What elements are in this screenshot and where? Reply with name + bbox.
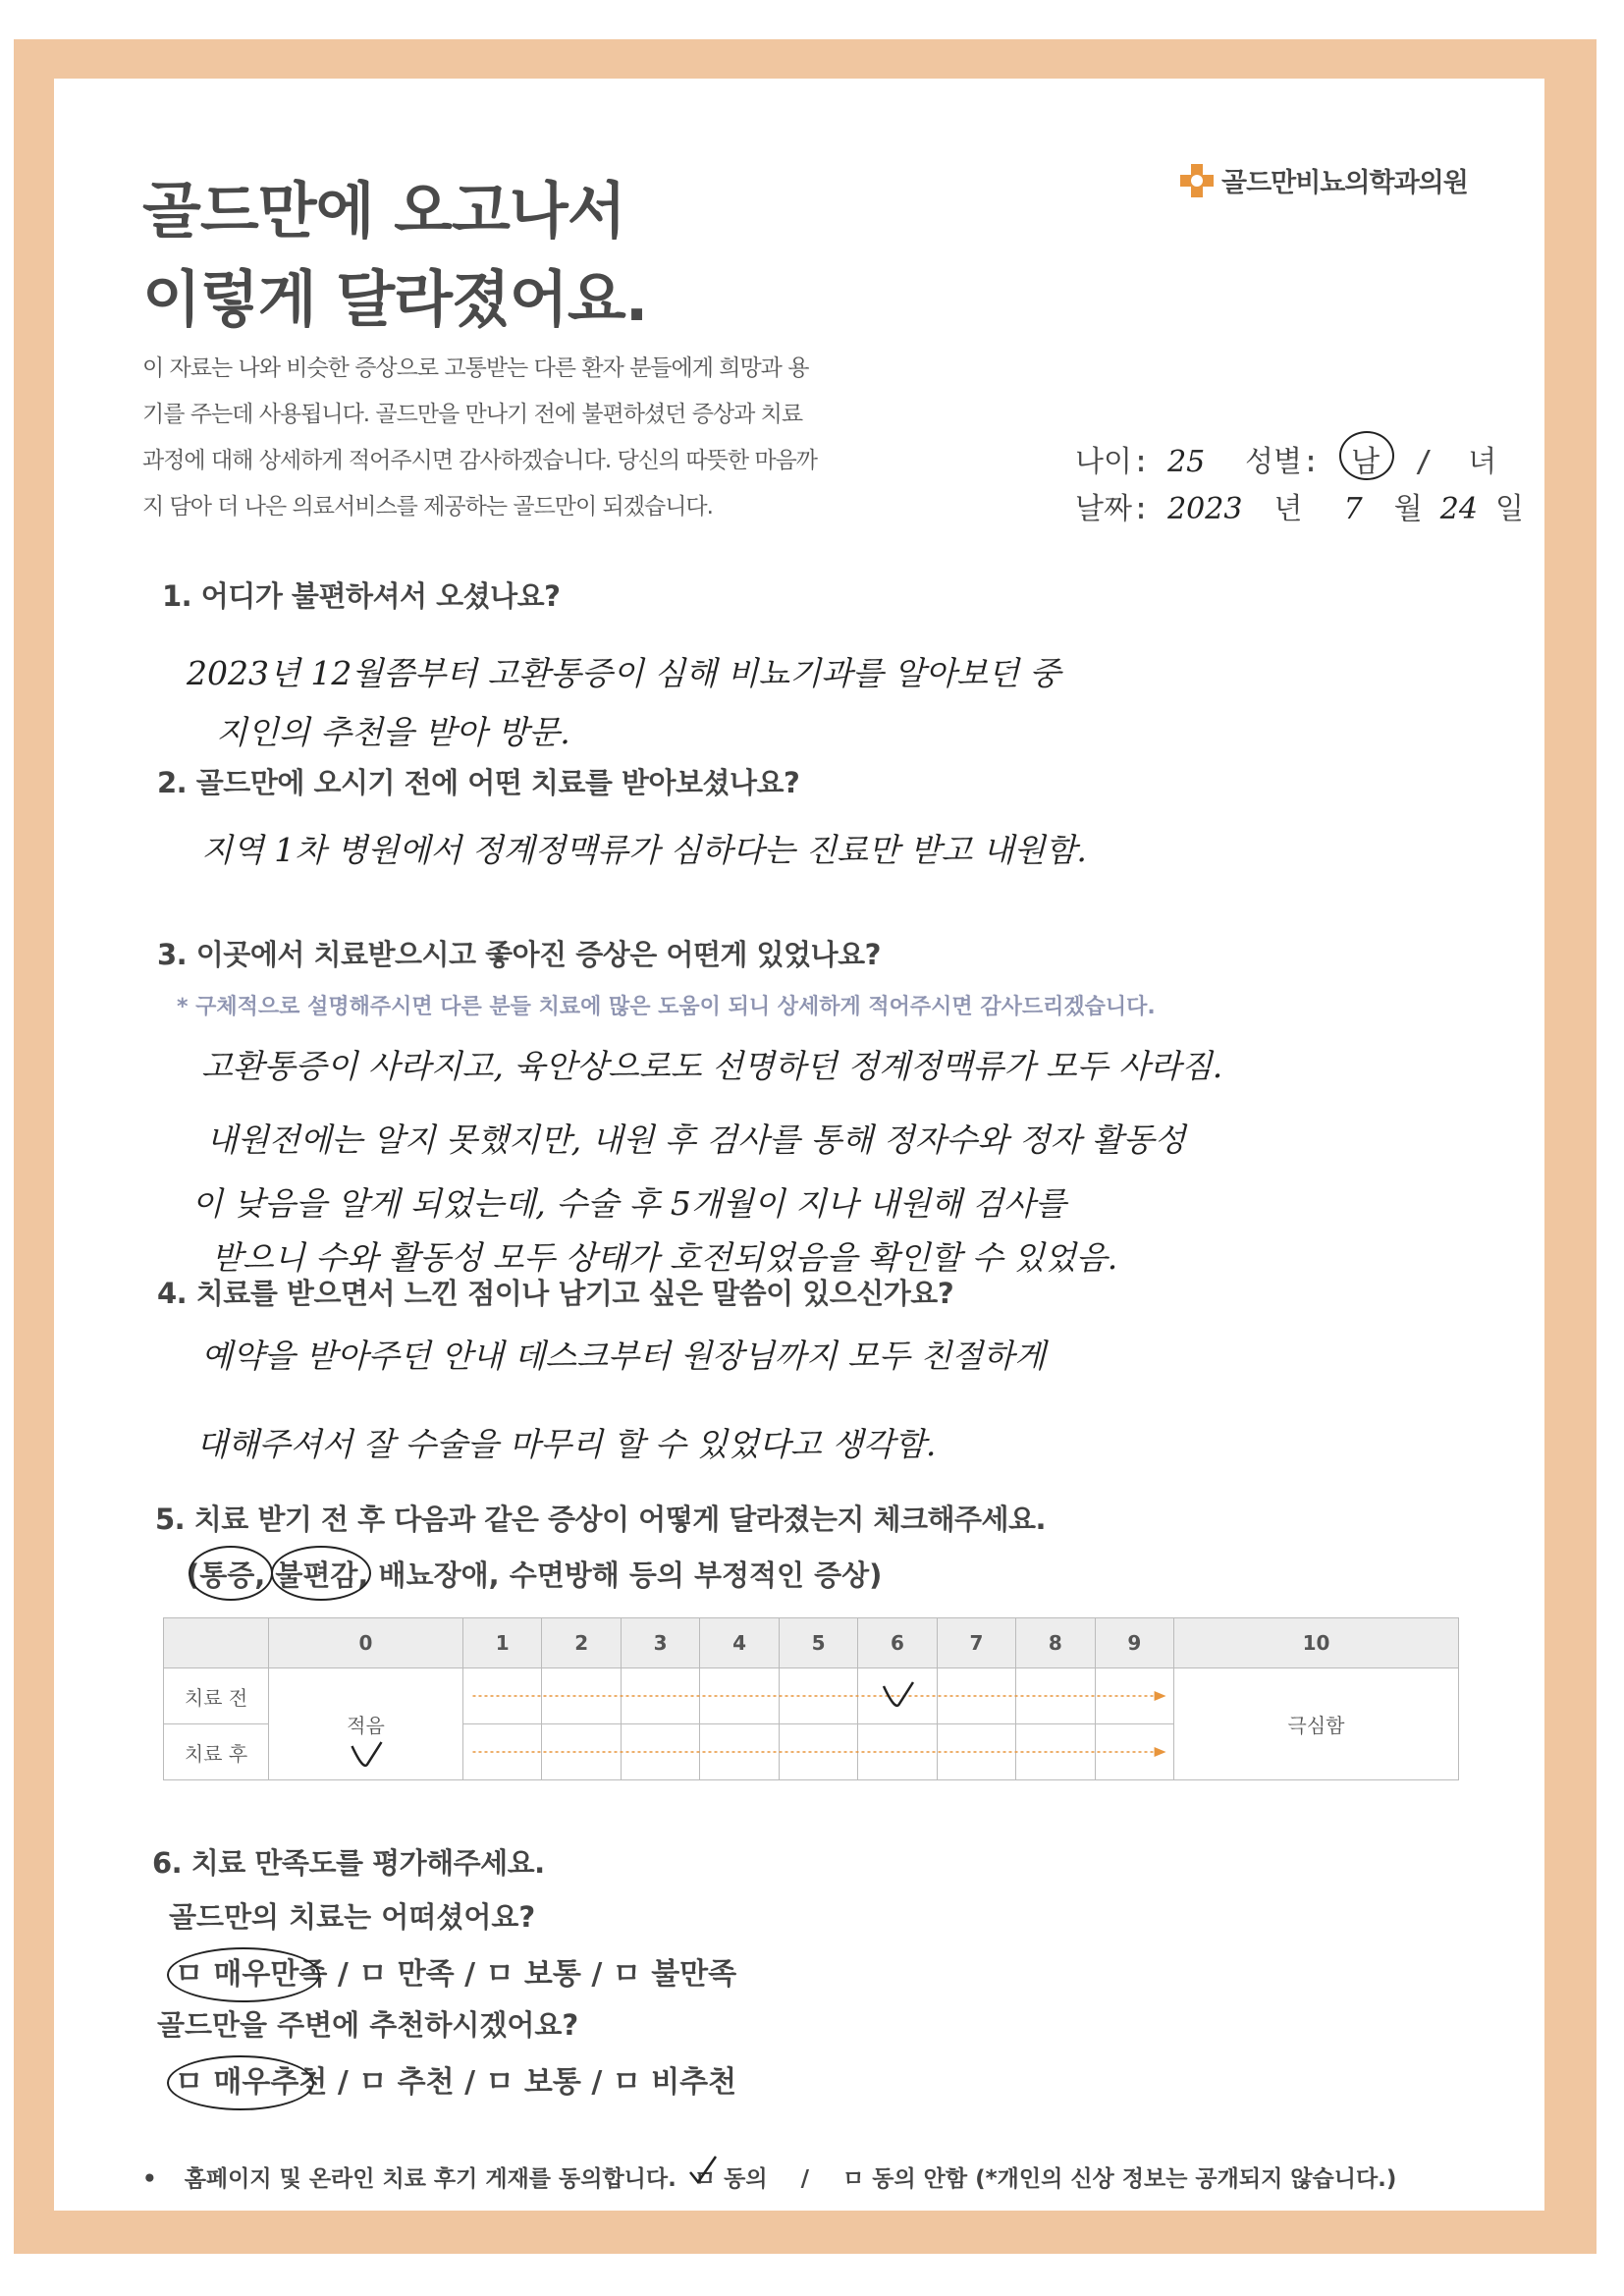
- date-month-unit: 월: [1393, 492, 1423, 526]
- answer-3-line4[interactable]: 받으니 수와 활동성 모두 상태가 호전되었음을 확인할 수 있었음.: [211, 1238, 1118, 1277]
- scale-cell[interactable]: [1095, 1724, 1173, 1780]
- scale-cell[interactable]: [621, 1724, 699, 1780]
- question-1: 1. 어디가 불편하셔서 오셨나요?: [162, 579, 561, 613]
- scale-cell[interactable]: [1016, 1668, 1095, 1724]
- option-satisfied[interactable]: ㅁ 만족: [358, 1957, 455, 1992]
- scale-cell[interactable]: [542, 1668, 621, 1724]
- option-normal[interactable]: ㅁ 보통: [485, 1957, 581, 1992]
- question-6-sub1: 골드만의 치료는 어떠셨어요?: [169, 1900, 536, 1934]
- scale-head-3: 3: [621, 1618, 699, 1668]
- page-title-line2: 이렇게 달라졌어요.: [142, 263, 648, 335]
- check-icon: [684, 2153, 724, 2192]
- answer-3-line1[interactable]: 고환통증이 사라지고, 육안상으로도 선명하던 정계정맥류가 모두 사라짐.: [201, 1047, 1223, 1085]
- consent-agree-option[interactable]: ㅁ 동의: [694, 2166, 776, 2192]
- question-5: 5. 치료 받기 전 후 다음과 같은 증상이 어떻게 달라졌는지 체크해주세요.: [155, 1503, 1047, 1536]
- intro-line: 기를 주는데 사용됩니다. 골드만을 만나기 전에 불편하셨던 증상과 치료: [142, 402, 803, 427]
- option-separator: /: [464, 2065, 476, 2100]
- intro-line: 과정에 대해 상세하게 적어주시면 감사하겠습니다. 당신의 따뜻한 마음까: [142, 448, 818, 473]
- answer-4-line2[interactable]: 대해주셔서 잘 수술을 마무리 할 수 있었다고 생각함.: [196, 1425, 937, 1463]
- gender-male-text: 남: [1351, 445, 1380, 479]
- age-field: [1075, 437, 1205, 480]
- answer-3-line2[interactable]: 내원전에는 알지 못했지만, 내원 후 검사를 통해 정자수와 정자 활동성: [206, 1121, 1186, 1159]
- bullet-icon: •: [142, 2166, 157, 2192]
- scale-cell[interactable]: [700, 1724, 779, 1780]
- answer-1-line2[interactable]: 지인의 추천을 받아 방문.: [216, 713, 570, 751]
- scale-cell[interactable]: [1095, 1668, 1173, 1724]
- option-normal[interactable]: ㅁ 보통: [485, 2065, 581, 2100]
- age-value[interactable]: 25: [1167, 445, 1206, 479]
- scale-cell[interactable]: [858, 1668, 937, 1724]
- satisfaction-options: [175, 1949, 736, 1993]
- scale-low-label: 적음: [269, 1668, 463, 1780]
- gender-male-option[interactable]: [1351, 437, 1380, 480]
- intro-text: [142, 346, 908, 530]
- intro-line: 이 자료는 나와 비슷한 증상으로 고통받는 다른 환자 분들에게 희망과 용: [142, 355, 809, 381]
- scale-cell[interactable]: [937, 1668, 1015, 1724]
- question-3: 3. 이곳에서 치료받으시고 좋아진 증상은 어떤게 있었나요?: [157, 938, 881, 971]
- scale-cell[interactable]: [1016, 1724, 1095, 1780]
- question-6-sub2: 골드만을 주변에 추천하시겠어요?: [157, 2008, 579, 2042]
- scale-cell[interactable]: [779, 1668, 857, 1724]
- scale-corner: [164, 1618, 269, 1668]
- gender-label: 성별:: [1245, 445, 1321, 479]
- answer-4-line1[interactable]: 예약을 받아주던 안내 데스크부터 원장님까지 모두 친절하게: [201, 1337, 1046, 1375]
- scale-head-1: 1: [462, 1618, 541, 1668]
- clinic-logo: [1180, 161, 1468, 199]
- scale-cell[interactable]: [700, 1668, 779, 1724]
- selection-circle: [167, 2055, 314, 2110]
- selection-circle-discomfort: [271, 1546, 371, 1601]
- question-4: 4. 치료를 받으면서 느낀 점이나 남기고 싶은 말씀이 있으신가요?: [157, 1277, 954, 1310]
- selection-circle: [167, 1947, 320, 2002]
- question-5-sub: (통증, 불편감, 배뇨장애, 수면방해 등의 부정적인 증상): [187, 1558, 883, 1592]
- scale-cell[interactable]: [542, 1724, 621, 1780]
- selection-circle: [1339, 431, 1394, 480]
- intro-line: 지 담아 더 나은 의료서비스를 제공하는 골드만이 되겠습니다.: [142, 494, 713, 519]
- cross-logo-icon: [1180, 164, 1214, 197]
- option-separator: /: [464, 1957, 476, 1992]
- question-2: 2. 골드만에 오시기 전에 어떤 치료를 받아보셨나요?: [157, 766, 800, 799]
- gender-field: [1245, 437, 1496, 480]
- clinic-name: 골드만비뇨의학과의원: [1221, 168, 1468, 198]
- option-separator: /: [337, 1957, 349, 1992]
- option-highly-recommend[interactable]: ㅁ 매우추천: [175, 2065, 338, 2100]
- option-separator: /: [591, 1957, 603, 1992]
- date-month[interactable]: 7: [1343, 492, 1363, 526]
- date-day-unit: 일: [1495, 492, 1524, 526]
- scale-cell[interactable]: [462, 1668, 541, 1724]
- date-year-unit: 년: [1273, 492, 1303, 526]
- scale-head-4: 4: [700, 1618, 779, 1668]
- consent-line: [142, 2160, 1396, 2193]
- date-label: 날짜:: [1075, 492, 1151, 526]
- scale-cell[interactable]: [937, 1724, 1015, 1780]
- option-very-satisfied[interactable]: ㅁ 매우만족: [175, 1957, 338, 1992]
- option-separator: /: [337, 2065, 349, 2100]
- scale-head-5: 5: [779, 1618, 857, 1668]
- date-year[interactable]: 2023: [1167, 492, 1243, 526]
- scale-head-9: 9: [1095, 1618, 1173, 1668]
- option-not-recommend[interactable]: ㅁ 비추천: [612, 2065, 737, 2100]
- consent-separator: /: [800, 2166, 809, 2192]
- scale-cell[interactable]: [779, 1724, 857, 1780]
- age-label: 나이:: [1075, 445, 1151, 479]
- gender-female-option[interactable]: 녀: [1468, 445, 1497, 479]
- option-unsatisfied[interactable]: ㅁ 불만족: [612, 1957, 737, 1992]
- symptom-scale-table: [163, 1617, 1459, 1780]
- selection-circle-pain: [189, 1546, 273, 1601]
- scale-head-0: 0: [269, 1618, 463, 1668]
- scale-head-2: 2: [542, 1618, 621, 1668]
- answer-2-line1[interactable]: 지역 1차 병원에서 정계정맥류가 심하다는 진료만 받고 내원함.: [201, 831, 1087, 869]
- question-6: 6. 치료 만족도를 평가해주세요.: [152, 1846, 545, 1880]
- recommend-options: [175, 2057, 736, 2101]
- scale-cell[interactable]: [621, 1668, 699, 1724]
- scale-high-label: 극심함: [1174, 1668, 1459, 1780]
- consent-disagree-option[interactable]: ㅁ 동의 안함 (*개인의 신상 정보는 공개되지 않습니다.): [842, 2166, 1397, 2192]
- page-title-line1: 골드만에 오고나서: [142, 175, 625, 246]
- scale-cell[interactable]: [858, 1724, 937, 1780]
- option-separator: /: [591, 2065, 603, 2100]
- scale-head-6: 6: [858, 1618, 937, 1668]
- date-day[interactable]: 24: [1439, 492, 1478, 526]
- scale-cell[interactable]: [462, 1724, 541, 1780]
- answer-1-line1[interactable]: 2023년 12월쯤부터 고환통증이 심해 비뇨기과를 알아보던 중: [187, 654, 1061, 692]
- scale-row-before: [164, 1668, 1459, 1724]
- option-recommend[interactable]: ㅁ 추천: [358, 2065, 455, 2100]
- row-label-before: 치료 전: [164, 1668, 269, 1724]
- consent-text: 홈페이지 및 온라인 치료 후기 게재를 동의합니다.: [184, 2166, 677, 2192]
- row-label-after: 치료 후: [164, 1724, 269, 1780]
- scale-head-7: 7: [937, 1618, 1015, 1668]
- question-3-note: * 구체적으로 설명해주시면 다른 분들 치료에 많은 도움이 되니 상세하게 적어주시면 감사드리겠습니다.: [177, 995, 1156, 1019]
- scale-head-10: 10: [1174, 1618, 1459, 1668]
- answer-3-line3[interactable]: 이 낮음을 알게 되었는데, 수술 후 5개월이 지나 내원해 검사를: [191, 1184, 1066, 1223]
- scale-head-8: 8: [1016, 1618, 1095, 1668]
- scale-header-row: [164, 1618, 1459, 1668]
- gender-separator: /: [1415, 445, 1434, 479]
- date-field: [1075, 484, 1524, 527]
